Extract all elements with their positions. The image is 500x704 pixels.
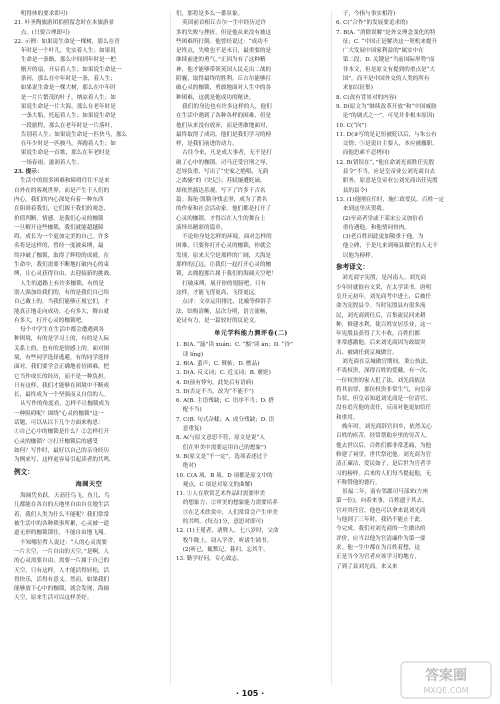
text-line: 22. 示例：如果说生命是一棵树，那么在青: [14, 38, 120, 45]
text-line: 这样，才能飞得更高，飞得更远。: [176, 289, 260, 296]
text-line: 们在审美中需要运用自己的想象”): [182, 444, 267, 451]
text-line: 困难，只要你打开心灵的枷锁，你就会: [176, 243, 272, 250]
text-line: 只有这样，我们才能够在困境中不断成: [14, 382, 110, 389]
text-line: 一种阻碍呢？围绕“心灵的枷锁”这一: [14, 410, 104, 417]
text-line: 能够放下心中的枷锁，就会发现，海阔: [14, 586, 110, 593]
text-line: 们，那将是多么一番景象。: [176, 11, 244, 17]
text-line: 得快乐，活得有意义。然而，如果我们: [14, 576, 110, 583]
text-line: 内心。我们的内心深处有着一种东西: [14, 196, 104, 203]
text-line: 观点，C 项是对原文的曲解): [182, 481, 253, 488]
text-line: 种困境，有的是学习上的，有的是人际: [14, 336, 110, 343]
watermark-text: 答案圈: [425, 668, 467, 684]
text-line: 天空，原来生活可以这样美好。: [14, 595, 93, 602]
text-line: 不畏权贵，深得百姓的爱戴。有一次，: [336, 368, 432, 375]
text-line: 条河，那么在中年时是一条，着人生；: [20, 76, 116, 83]
text-line: 自外在的客观世界，而是产生于人们的: [14, 187, 110, 194]
text-line: 心灵的枷锁，才得以在人生的舞台上: [176, 215, 266, 222]
text-line: 与他到了三年时，我仍不能止于此。: [336, 517, 426, 524]
text-line: 明得体的要求即可): [20, 11, 68, 17]
text-line: 面对。我们要学会正确地看待困难，把: [14, 364, 110, 371]
section-heading: 海阔天空: [75, 480, 103, 488]
text-line: 在阻碍着我们，它们源于我们的观念、: [14, 206, 110, 213]
text-line: 破心灵的枷锁，勇敢地面对人生中的各: [176, 85, 272, 92]
text-line: 以他为榜样。: [342, 252, 377, 259]
text-line: 他立碑，于是凡来到雍县做官的人无不: [342, 243, 438, 250]
text-line: 今完成。我们对刘光商的一生做出的: [336, 526, 426, 533]
text-line: 12. (1)王冕者，诸暨人。七八岁时，父命: [176, 528, 279, 535]
text-line: 神，他才能够带领英国人民走出二战的: [176, 66, 272, 73]
text-line: 生活中的很多困难和障碍往往不是来: [20, 178, 110, 185]
text-line: 锁，去拥抱那片属于我们的海阔天空吧！: [176, 271, 277, 278]
text-line: 在生活中遇到了各种各样的困难，但是: [176, 113, 272, 120]
text-line: 读 líng): [182, 351, 204, 358]
text-line: 道无形的枷锁锁住，不能自由地飞翔。: [14, 530, 110, 537]
text-line: 正是当今为官者应该学习的地方，: [336, 554, 420, 561]
text-line: 些困难所打倒。他曾经说过：“成功不: [176, 38, 269, 45]
text-line: 从写作的角度看，怎样不让枷锁成为: [20, 401, 110, 408]
text-line: 海阔凭鱼跃，天高任鸟飞。鱼儿、鸟: [20, 493, 110, 500]
left-column: [14, 10, 164, 604]
text-line: 13. 勤学好问，专心致志。: [176, 556, 243, 563]
text-line: 之离骚”的《史记》；苏轼屡遭贬谪，: [176, 178, 266, 185]
text-line: 古往今来，凡是成大事者，无不是打: [182, 150, 272, 157]
text-line: 交情；⑤是说自主要人，本应被撤职，: [342, 141, 438, 148]
text-line: 牧牛陇上，窃入学舍，听诸生诵书。: [182, 537, 273, 544]
text-line: 着，我们人类为什么不能呢？我们常常: [14, 511, 110, 518]
text-line: 清正廉洁，爱民如子，是后世为官者学: [336, 461, 432, 468]
text-line: 民，刘光商到任后，召集流民回来耕: [336, 312, 426, 319]
text-line: 一场春雨，滋润着人生。: [20, 159, 83, 166]
text-line: 点。(只要合理即可): [20, 29, 70, 36]
text-line: 如果说生命是一棵大树，那么在中年时: [20, 85, 116, 92]
text-line: 10. C(A 项、B 项、D 项都是原文中的: [176, 472, 273, 479]
text-line: 演绎出精彩的篇章。: [176, 224, 227, 231]
text-line: 生命中，我们需要不断地打破内心的束: [14, 262, 110, 269]
section-heading: 单元学科能力测评卷(二): [214, 330, 288, 338]
text-line: 13. (1)他刚在任时，施仁政爱民，百姓一定: [336, 196, 445, 203]
text-line: 命为宪殷县令。当时宪殷县有很多流: [336, 303, 426, 310]
text-line: (2)至高者堂或于某宋公又加倍看: [342, 215, 424, 222]
text-line: 2. B(A. 蜚声；C. 熨帖；D. 赝品): [176, 360, 260, 367]
watermark-logo-icon: [400, 660, 492, 700]
text-line: 发现，原来天空是那样的广阔，大海是: [176, 252, 272, 259]
text-line: 非常感激他。后来刘光商因为政绩突: [336, 340, 426, 347]
text-line: 3. D(A. 反义词；C. 近义词；B. 褒贬): [176, 370, 271, 377]
text-line: 百姓的疾苦，经常帮助乡里的穷苦人。: [336, 433, 432, 440]
text-line: 心灵的枷锁？③打开枷锁后的感受: [14, 438, 98, 445]
text-line: 生命是一条路，那么中间到年时是一把: [20, 57, 116, 64]
text-line: 的想象力；②审美的想象能力需要培养: [182, 500, 278, 507]
text-line: 县令”不当，应是皇帝业公刘光商自去: [342, 169, 436, 176]
text-line: 不论你身处怎样的环境，面对怎样的: [182, 234, 272, 241]
text-line: 话题，可以从以下几个方面来构思：: [14, 420, 104, 427]
page-number: · 105 ·: [235, 689, 265, 698]
text-line: 10. C(“向”): [336, 122, 367, 129]
text-line: 求。他一生中都在为百姓着想，这: [336, 544, 420, 551]
text-line: 却依然豁达乐观，写下了许多千古名: [176, 187, 266, 194]
text-line: 多的失败与挫折，但是他从来没有被这: [176, 29, 272, 36]
text-line: 一位权贵的家人犯了法，刘光商依法: [336, 377, 426, 384]
text-line: (3)老百姓因此更加敬重于他，为: [342, 234, 424, 241]
text-line: 7. C(B. 句式杂糅；A. 成分残缺；D. 语: [176, 416, 275, 423]
text-line: 景福二年，南有邻郡司马部来(左座: [342, 489, 429, 496]
text-line: 5. D(否定不当，改为“不能不”): [176, 388, 254, 395]
text-line: 碍，成长为一个更加完美的自己。许多: [14, 234, 110, 241]
text-line: 没有追究他的责任，反而对他更加信任: [336, 405, 432, 412]
text-line: 点评：文章运用排比、比喻等修辞手: [182, 299, 272, 306]
text-line: 8. A(与原文意思不符，原文是说“人: [176, 435, 265, 442]
text-line: 了到了县刘光商，来又来: [336, 563, 398, 570]
text-line: 果说生命是一片大海，那么在老年时是: [20, 103, 116, 110]
text-line: 1. B(A. “漩”读 xuán；C. “黯”读 àn；D. “泠”: [176, 342, 293, 349]
text-line: 人生的道路上有许多枷锁，有的是: [20, 280, 105, 287]
text-line: 9. B(原文是“不一定”，选项表述过于: [176, 453, 268, 460]
text-line: 他们从来没有放弃，而是勇敢地面对，: [176, 122, 272, 129]
watermark-subtext: MXQE.COM: [423, 686, 469, 695]
text-line: 少年时就很有文采，在太学读书。唐明: [336, 284, 432, 291]
text-line: 一段旅程，那么在老年时是一片落叶，: [20, 122, 116, 129]
text-line: 意重复): [182, 426, 202, 433]
text-line: 它当作成长的经历，而不是一种负担。: [14, 373, 110, 380]
text-line: 是终点，失败也不是末日，最重要的是: [176, 48, 272, 55]
text-line: 6. A(B. 主语残缺；C. 语序不当；D. 搭: [176, 398, 275, 405]
text-line: 征；C. “中国正是解决这一契机来提升: [342, 38, 438, 45]
text-line: 皇开元初年，刘光商考中进士，后被任: [336, 293, 432, 300]
text-line: 21. 叶圣陶旅游团拍照留念时在本旅游景: [14, 20, 115, 27]
text-line: 非本文，但是原文有提到的重点是“大: [342, 66, 436, 73]
text-line: 被生活中的各种琐事所累，心灵被一道: [14, 521, 110, 528]
text-line: 一旦解开这些枷锁，我们就能超越障: [14, 224, 104, 231]
text-line: 刚开的扇，开启着人生；如果说生命是一: [20, 66, 122, 73]
section-heading: 参考译文：: [336, 263, 369, 272]
text-line: 那样的辽远。让我们一起打开心灵的枷: [176, 262, 272, 269]
text-line: ①自己心中的枷锁是什么？②怎样打开: [14, 429, 110, 436]
text-line: 样，是我们前进的动力。: [176, 141, 238, 148]
text-line: 缚，让心灵获得自由，去迎接新的挑战。: [14, 271, 115, 278]
text-line: 种，修建水利，使百姓安居乐业，这一: [336, 321, 432, 328]
text-line: 评价，应当以他为官清廉作为第一要: [336, 535, 426, 542]
text-line: 重待遇他，和他情同骨肉。: [342, 224, 410, 231]
text-line: 为例来写，这样更容易引起读者的共鸣。: [14, 457, 115, 464]
text-line: 果说生命是一首歌，那么在年老时是: [20, 150, 111, 157]
text-line: 最终取得了成功。他们是我们学习的榜: [176, 131, 272, 138]
text-line: 破了心中的枷锁。司马迁受宫刑之辱，: [176, 159, 272, 166]
middle-column: [176, 10, 326, 565]
text-line: 儿都能在各自的天地里自由自在地生活: [14, 502, 110, 509]
text-line: 如何？写作时，最好以自己的亲身经历: [14, 447, 110, 454]
text-line: 别人强加给我们的，有的是我们自己给: [14, 289, 110, 296]
text-line: 一条大船，托起着人生；如果说生命是: [20, 113, 116, 120]
text-line: 11. D(③写的是记恒被贬以后，与朱公有: [336, 131, 437, 138]
text-line: 一片天空，一片自由的天空。”是啊，人: [14, 548, 110, 555]
text-line: 而他思索不忍拷问): [342, 150, 390, 157]
text-line: 告状，但皇帝知道刘光商是一位清官，: [336, 396, 432, 403]
text-line: 继续前进的勇气。”正因为有了这种精: [176, 57, 266, 64]
text-line: 年时是一个叶儿，先实着人生；如果说: [20, 48, 116, 55]
text-line: 8. C(改有背景对的内容): [336, 94, 397, 101]
text-line: 第一位)，向着来事，百姓遗于其去，: [336, 498, 428, 505]
text-line: (2)听已，辄默记。暮归，忘其牛。: [182, 546, 269, 553]
text-line: 每个中学生在生活中都会遭遇到各: [20, 327, 105, 334]
text-line: 论”的调式之一”，可见并非根本原因): [342, 113, 435, 120]
text-line: 来到这里庆贺我。: [342, 206, 388, 213]
text-line: 配不当): [182, 407, 202, 414]
text-line: 9. D(原文为“继续改革开放”和“中国威胁: [336, 103, 437, 110]
column-divider: [331, 10, 332, 686]
text-line: 12. B(错误在“，”他在命刘光商胜任宪殷: [336, 159, 435, 166]
text-line: 11. ①人在欣赏艺术作品时需要审美: [176, 491, 265, 498]
right-column: [336, 10, 488, 572]
column-divider: [170, 10, 171, 686]
text-line: 年宪殷县获得了大丰收，百姓们都: [336, 331, 420, 338]
text-line: 刘光商字宪殷，是河南人。刘光商: [342, 275, 427, 282]
text-line: 晚年时，刘光商辞官回乡，依然关心: [342, 424, 432, 431]
text-line: 6. C(“合作”的发展要追求的): [336, 20, 408, 27]
text-line: 我们的身边也有许多这样的人，他们: [182, 103, 272, 110]
text-line: 种困难，这就是他成功的秘诀。: [176, 94, 255, 101]
text-line: 长，最终成为一个坚强而又自信的人。: [14, 392, 110, 399]
text-line: 第二段；D. 关键是“当前国际形势”而: [342, 57, 435, 64]
section-heading: 例文：: [14, 467, 34, 476]
text-line: 他去世以后，百姓们都非常悲痛，为他: [336, 442, 432, 449]
text-line: 是一片片繁茂的叶子，纳凉着人生；如: [20, 94, 116, 101]
text-line: 的共鸣。(每点1分，意思对即可): [182, 519, 264, 526]
text-line: 广大发展中国家利益的”属实中在: [342, 48, 424, 55]
text-line: 将其治罪，那位权贵非常生气，向皇帝: [336, 386, 432, 393]
text-line: 篇；海伦·凯勒身残志坚，成为了著名: [176, 196, 268, 203]
text-line: 职务，原意是皇帝业公刘光商出任宪殷: [342, 178, 438, 185]
text-line: 县的县令): [342, 187, 368, 194]
text-line: 的心灵需要自由，需要一片属于自己的: [14, 558, 110, 565]
text-line: 阴霾，取得最终的胜利。丘吉尔能够打: [176, 76, 272, 83]
text-line: 不知哪位哲人说过：“人的心灵需要: [20, 539, 107, 546]
text-line: 4. D(前有悖句，此处后有语病): [176, 379, 254, 386]
text-line: 的作家和社会活动家。他们都是打开了: [176, 206, 272, 213]
text-line: 价值判断、情感，是我们心灵的枷锁: [14, 215, 104, 222]
text-line: 国”，而不是中国外交的人类的所有: [342, 76, 430, 83]
text-line: 论证有力，是一篇较好的议论文。: [176, 317, 260, 324]
text-line: 有多大，打开心灵的枷锁吧。: [14, 317, 87, 324]
text-line: 告别着人生；如果说生命是一匹快马，那么: [20, 131, 128, 138]
text-line: 习的榜样。后来的人们每当提起他，无: [336, 470, 432, 477]
text-line: 境，有些同学选择逃避，有的同学选择: [14, 354, 110, 361]
text-line: 打破束缚，展开你的翅膀吧，只有: [182, 280, 267, 287]
text-line: 忍辱负重，写出了“史家之绝唱，无韵: [176, 169, 269, 176]
text-line: 官对其任官，他也可以拿来说刘光商: [336, 507, 426, 514]
text-line: 终冲破了枷锁，取得了辉煌的成就。在: [14, 252, 110, 259]
text-line: 在年少时是一匹骏马，奔跑着人生；如: [20, 141, 116, 148]
text-line: 法，结构清晰，层次分明，语言流畅，: [176, 308, 272, 315]
text-line: ③在艺术欣赏中，人们常常会产生审美: [182, 509, 278, 516]
text-line: 关系上的，也有的是情感上的。面对困: [14, 345, 110, 352]
text-line: 天空。只有这样，人才能活得轻松，活: [14, 567, 110, 574]
text-line: 和重用。: [336, 414, 359, 421]
text-line: 不称赞他的德行。: [336, 479, 381, 486]
text-line: 23. 提示：: [14, 169, 43, 176]
text-line: 能真正地走向成功。心有多大，舞台就: [14, 308, 110, 315]
text-line: 绝对): [182, 463, 197, 470]
text-line: 求加以征集): [342, 85, 373, 92]
text-line: 名将是这样的，曾经一度被束缚，最: [14, 243, 104, 250]
text-line: 7. B(A. “消除误解”是外交理念变化的特: [336, 29, 436, 36]
text-line: 自己戴上的。当我们能够正视它们，才: [14, 299, 110, 306]
text-line: 出，被调任到京城做官。: [336, 349, 398, 356]
text-line: 英国前首相丘吉尔一生中经历过许: [182, 20, 267, 27]
text-line: 子，今指与事实相符): [342, 11, 396, 17]
text-line: 修建了祠堂，世代祭祀他。刘光商为官: [336, 451, 432, 458]
text-line: 刘光商在京城做官期间，秉公执法，: [342, 358, 432, 365]
